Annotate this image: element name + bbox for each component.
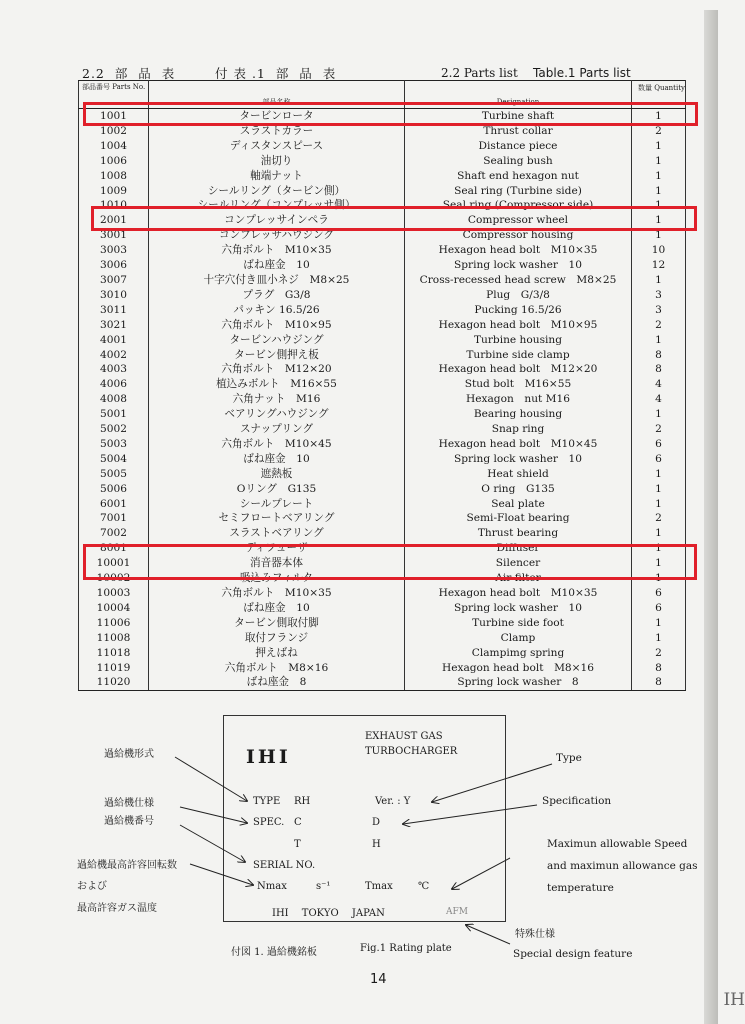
cell-designation: Shaft end hexagon nut [405, 169, 632, 184]
plate-title-line2: TURBOCHARGER [365, 746, 458, 757]
cell-designation: Hexagon head bolt M10×95 [405, 318, 632, 333]
cell-designation: Seal plate [405, 497, 632, 512]
col-header-part-no: 部品番号 Parts No. [79, 81, 149, 109]
cell-part-no: 7002 [79, 526, 149, 541]
cell-qty: 6 [632, 437, 686, 452]
cell-designation: Compressor housing [405, 228, 632, 243]
cell-part-no: 8001 [79, 541, 149, 556]
cell-name-jp: シールリング（コンプレッサ側） [149, 198, 405, 213]
label-en-special: Special design feature [513, 948, 633, 960]
cell-qty: 1 [632, 482, 686, 497]
cell-name-jp: タービンハウジング [149, 333, 405, 348]
cell-part-no: 1006 [79, 154, 149, 169]
cell-name-jp: 遮熱板 [149, 467, 405, 482]
cell-part-no: 11019 [79, 661, 149, 676]
cell-name-jp: 押えばね [149, 646, 405, 661]
cell-designation: Silencer [405, 556, 632, 571]
cell-part-no: 5006 [79, 482, 149, 497]
cell-qty: 10 [632, 243, 686, 258]
label-jp-number: 過給機番号 [104, 816, 154, 827]
cell-qty: 1 [632, 631, 686, 646]
col-header-name-jp: 部品名称 [149, 81, 405, 109]
cell-designation: Spring lock washer 8 [405, 675, 632, 690]
cell-part-no: 4003 [79, 362, 149, 377]
cell-designation: Hexagon head bolt M10×45 [405, 437, 632, 452]
cell-qty: 3 [632, 288, 686, 303]
cell-name-jp: スラストベアリング [149, 526, 405, 541]
cell-name-jp: プラグ G3/8 [149, 288, 405, 303]
cell-qty: 2 [632, 124, 686, 139]
label-en-type: Type [556, 752, 582, 764]
cell-name-jp: ベアリングハウジング [149, 407, 405, 422]
cell-part-no: 1004 [79, 139, 149, 154]
cell-name-jp: タービンロータ [149, 109, 405, 124]
cell-qty: 2 [632, 511, 686, 526]
cell-qty: 12 [632, 258, 686, 273]
cell-part-no: 7001 [79, 511, 149, 526]
arrow-type-en [432, 764, 552, 802]
cell-name-jp: タービン側取付脚 [149, 616, 405, 631]
cell-designation: Pucking 16.5/26 [405, 303, 632, 318]
cell-qty: 8 [632, 675, 686, 690]
cell-part-no: 3010 [79, 288, 149, 303]
cell-name-jp: 十字穴付き皿小ネジ M8×25 [149, 273, 405, 288]
cell-part-no: 1002 [79, 124, 149, 139]
page-number: 14 [370, 972, 387, 987]
plate-brand: IHI [246, 746, 291, 768]
label-jp-max-temp: 最高許容ガス温度 [77, 903, 157, 914]
cell-qty: 2 [632, 318, 686, 333]
cell-part-no: 5001 [79, 407, 149, 422]
cell-qty: 8 [632, 348, 686, 363]
cell-name-jp: 消音器本体 [149, 556, 405, 571]
plate-temp-unit: ℃ [418, 881, 430, 892]
cell-name-jp: 六角ボルト M10×35 [149, 586, 405, 601]
cell-part-no: 3006 [79, 258, 149, 273]
cell-name-jp: ばね座金 10 [149, 452, 405, 467]
cell-qty: 1 [632, 139, 686, 154]
col-header-qty: 数量 Quantity [632, 81, 686, 109]
cell-name-jp: 取付フランジ [149, 631, 405, 646]
cell-part-no: 11020 [79, 675, 149, 690]
cell-designation: Snap ring [405, 422, 632, 437]
cell-name-jp: 六角ボルト M10×35 [149, 243, 405, 258]
label-en-max-line1: Maximun allowable Speed [547, 838, 688, 850]
figure-caption-en: Fig.1 Rating plate [360, 943, 452, 954]
plate-nmax-label: Nmax [257, 881, 287, 892]
plate-spec-d: D [372, 817, 381, 828]
cell-name-jp: Oリング G135 [149, 482, 405, 497]
cell-name-jp: 六角ボルト M10×95 [149, 318, 405, 333]
cell-name-jp: シールリング（タービン側） [149, 184, 405, 199]
cell-designation: Diffuser [405, 541, 632, 556]
cell-part-no: 3021 [79, 318, 149, 333]
cell-designation: Air filter [405, 571, 632, 586]
label-en-max-line2: and maximun allowance gas [547, 860, 698, 872]
cell-name-jp: コンプレッサインペラ [149, 213, 405, 228]
cell-qty: 1 [632, 541, 686, 556]
cell-qty: 1 [632, 154, 686, 169]
cell-name-jp: シールプレート [149, 497, 405, 512]
cell-designation: Clampimg spring [405, 646, 632, 661]
arrow-nmax-jp [190, 864, 253, 885]
cell-designation: Spring lock washer 10 [405, 258, 632, 273]
plate-speed-unit: s⁻¹ [316, 881, 331, 892]
cell-name-jp: 六角ボルト M8×16 [149, 661, 405, 676]
arrow-serial-jp [180, 825, 245, 862]
cell-qty: 6 [632, 601, 686, 616]
cell-part-no: 10001 [79, 556, 149, 571]
cell-part-no: 11018 [79, 646, 149, 661]
plate-spec-c: C [294, 817, 302, 828]
cell-designation: Turbine side clamp [405, 348, 632, 363]
label-jp-spec: 過給機仕様 [104, 798, 154, 809]
cell-part-no: 5004 [79, 452, 149, 467]
cell-designation: O ring G135 [405, 482, 632, 497]
arrow-type-jp [175, 757, 247, 801]
cell-designation: Hexagon head bolt M10×35 [405, 586, 632, 601]
cell-qty: 4 [632, 377, 686, 392]
cell-part-no: 3001 [79, 228, 149, 243]
cell-designation: Compressor wheel [405, 213, 632, 228]
cell-part-no: 10003 [79, 586, 149, 601]
header-japanese: 2.2 部 品 表 付 表 .1 部 品 表 [82, 66, 337, 81]
cell-name-jp: ばね座金 8 [149, 675, 405, 690]
cell-qty: 1 [632, 198, 686, 213]
cell-qty: 1 [632, 556, 686, 571]
cell-designation: Hexagon head bolt M8×16 [405, 661, 632, 676]
plate-tmax-label: Tmax [365, 881, 393, 892]
cell-qty: 4 [632, 392, 686, 407]
cell-designation: Turbine side foot [405, 616, 632, 631]
label-jp-max-speed: 過給機最高許容回転数 [77, 860, 177, 871]
cell-qty: 2 [632, 646, 686, 661]
cell-qty: 1 [632, 616, 686, 631]
col-header-designation: Designation [405, 81, 632, 109]
plate-footer: IHI TOKYO JAPAN [272, 908, 385, 919]
cell-part-no: 10004 [79, 601, 149, 616]
cell-qty: 1 [632, 184, 686, 199]
cell-designation: Turbine housing [405, 333, 632, 348]
label-jp-and: および [77, 881, 107, 892]
cell-name-jp: パッキン 16.5/26 [149, 303, 405, 318]
cell-qty: 1 [632, 109, 686, 124]
label-jp-model: 過給機形式 [104, 749, 154, 760]
cell-qty: 1 [632, 407, 686, 422]
figure-caption-jp: 付図 1. 過給機銘板 [231, 947, 317, 958]
cell-designation: Seal ring (Turbine side) [405, 184, 632, 199]
cell-part-no: 11008 [79, 631, 149, 646]
plate-serial-label: SERIAL NO. [253, 860, 316, 871]
cell-part-no: 4008 [79, 392, 149, 407]
cell-qty: 1 [632, 228, 686, 243]
label-en-max-line3: temperature [547, 882, 614, 894]
cell-designation: Thrust bearing [405, 526, 632, 541]
cell-designation: Sealing bush [405, 154, 632, 169]
cell-qty: 8 [632, 362, 686, 377]
cell-designation: Cross-recessed head screw M8×25 [405, 273, 632, 288]
cell-part-no: 10002 [79, 571, 149, 586]
cell-part-no: 5002 [79, 422, 149, 437]
plate-title-line1: EXHAUST GAS [365, 731, 443, 742]
plate-type-label: TYPE [253, 796, 281, 807]
cell-qty: 6 [632, 586, 686, 601]
cell-name-jp: タービン側押え板 [149, 348, 405, 363]
label-en-spec: Specification [542, 795, 612, 807]
cell-name-jp: 六角ナット M16 [149, 392, 405, 407]
cell-designation: Hexagon nut M16 [405, 392, 632, 407]
cell-part-no: 11006 [79, 616, 149, 631]
cell-designation: Stud bolt M16×55 [405, 377, 632, 392]
cell-name-jp: 植込みボルト M16×55 [149, 377, 405, 392]
cell-part-no: 4002 [79, 348, 149, 363]
cell-name-jp: 軸端ナット [149, 169, 405, 184]
cell-qty: 3 [632, 303, 686, 318]
cell-designation: Turbine shaft [405, 109, 632, 124]
arrow-spec-jp [180, 807, 247, 823]
cell-part-no: 3007 [79, 273, 149, 288]
cell-name-jp: ディスタンスピース [149, 139, 405, 154]
cell-qty: 1 [632, 333, 686, 348]
cell-part-no: 1010 [79, 198, 149, 213]
header-table-title: Table.1 Parts list [533, 66, 631, 80]
cell-designation: Hexagon head bolt M10×35 [405, 243, 632, 258]
cell-designation: Heat shield [405, 467, 632, 482]
cell-name-jp: コンプレッサハウジング [149, 228, 405, 243]
cell-designation: Clamp [405, 631, 632, 646]
cell-qty: 1 [632, 169, 686, 184]
cell-name-jp: ディフューザ [149, 541, 405, 556]
cell-name-jp: スナップリング [149, 422, 405, 437]
cell-designation: Bearing housing [405, 407, 632, 422]
cell-part-no: 5005 [79, 467, 149, 482]
cell-qty: 1 [632, 213, 686, 228]
plate-type-value: RH [294, 796, 311, 807]
cell-part-no: 1001 [79, 109, 149, 124]
cell-qty: 1 [632, 526, 686, 541]
edge-mark: IH [723, 990, 745, 1010]
cell-qty: 6 [632, 452, 686, 467]
cell-designation: Plug G/3/8 [405, 288, 632, 303]
cell-name-jp: スラストカラー [149, 124, 405, 139]
cell-name-jp: ばね座金 10 [149, 601, 405, 616]
cell-designation: Seal ring (Compressor side) [405, 198, 632, 213]
cell-qty: 2 [632, 422, 686, 437]
arrow-max-en [452, 858, 510, 889]
cell-designation: Spring lock washer 10 [405, 452, 632, 467]
plate-version: Ver. : Y [375, 796, 411, 807]
cell-designation: Hexagon head bolt M12×20 [405, 362, 632, 377]
cell-designation: Distance piece [405, 139, 632, 154]
cell-qty: 1 [632, 467, 686, 482]
arrow-special [466, 925, 510, 944]
cell-part-no: 3011 [79, 303, 149, 318]
cell-designation: Thrust collar [405, 124, 632, 139]
cell-designation: Semi-Float bearing [405, 511, 632, 526]
cell-name-jp: 六角ボルト M10×45 [149, 437, 405, 452]
cell-qty: 8 [632, 661, 686, 676]
cell-name-jp: 六角ボルト M12×20 [149, 362, 405, 377]
cell-name-jp: ばね座金 10 [149, 258, 405, 273]
plate-spec-label: SPEC. [253, 817, 285, 828]
cell-name-jp: 吸込みフィルタ [149, 571, 405, 586]
cell-name-jp: 油切り [149, 154, 405, 169]
cell-part-no: 5003 [79, 437, 149, 452]
cell-part-no: 2001 [79, 213, 149, 228]
cell-part-no: 4006 [79, 377, 149, 392]
plate-afm: AFM [446, 907, 468, 917]
plate-spec-t: T [294, 839, 301, 850]
cell-part-no: 1009 [79, 184, 149, 199]
cell-qty: 1 [632, 571, 686, 586]
cell-qty: 1 [632, 497, 686, 512]
cell-part-no: 1008 [79, 169, 149, 184]
label-jp-special: 特殊仕様 [515, 929, 555, 940]
cell-part-no: 3003 [79, 243, 149, 258]
plate-spec-h: H [372, 839, 381, 850]
cell-name-jp: セミフロートベアリング [149, 511, 405, 526]
cell-designation: Spring lock washer 10 [405, 601, 632, 616]
cell-part-no: 6001 [79, 497, 149, 512]
cell-part-no: 4001 [79, 333, 149, 348]
header-section: 2.2 Parts list [441, 66, 518, 80]
cell-qty: 1 [632, 273, 686, 288]
arrow-spec-en [403, 805, 537, 824]
